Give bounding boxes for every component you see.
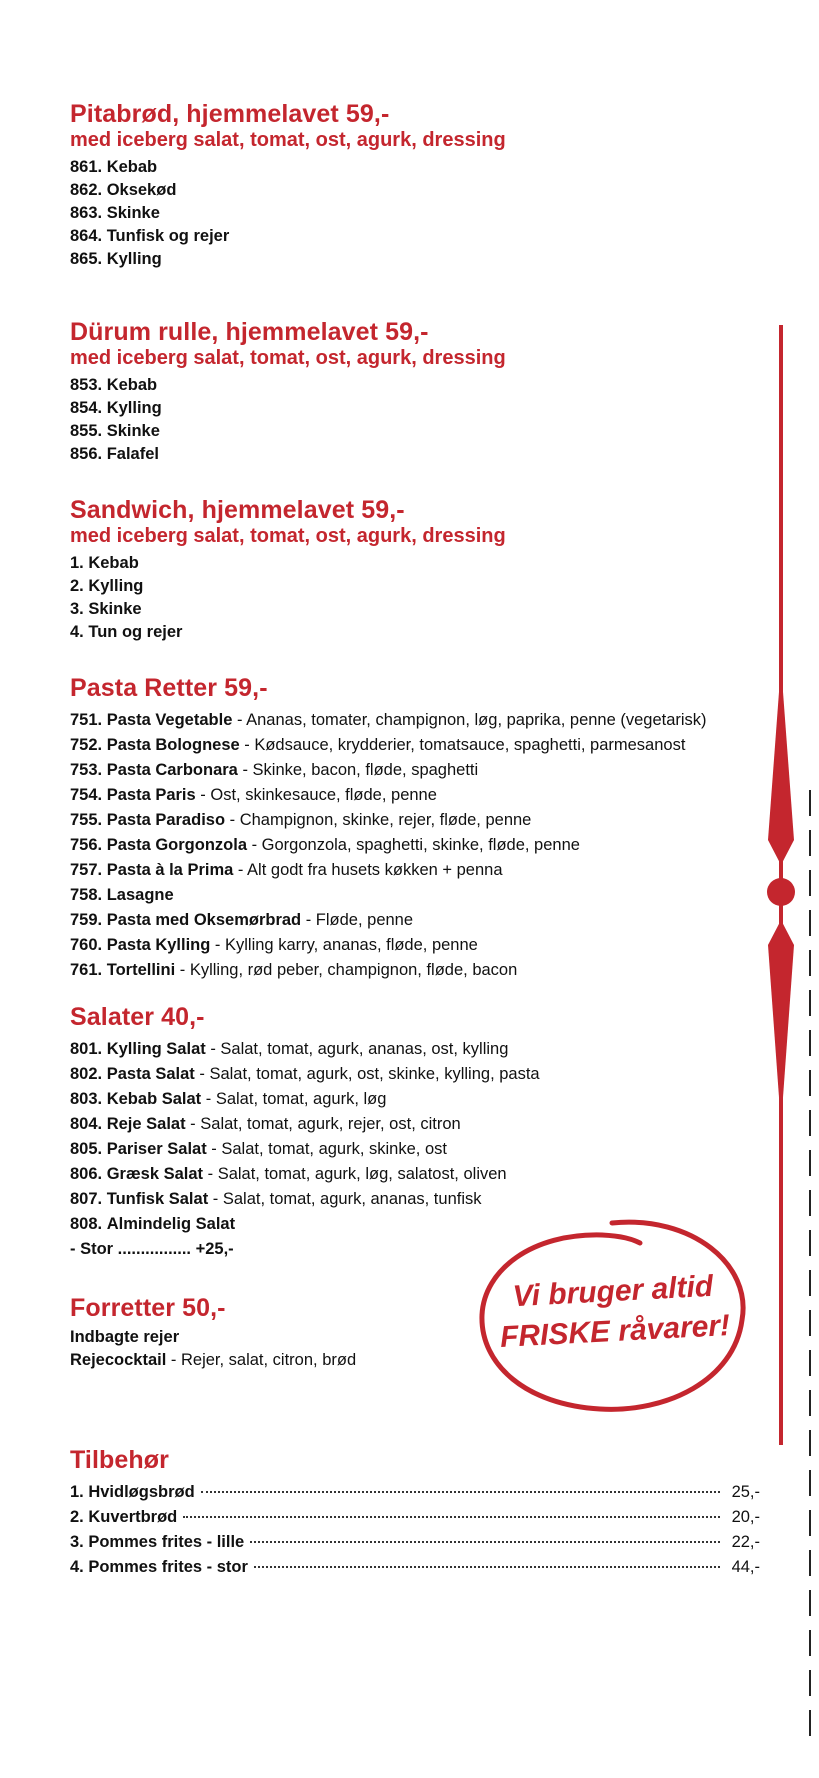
list-item: 761. Tortellini - Kylling, rød peber, champignon, fløde, bacon (70, 961, 518, 979)
list-item: 758. Lasagne (70, 886, 174, 904)
section-pasta (70, 674, 707, 983)
dot-leader (183, 1516, 720, 1518)
list-item: 856. Falafel (70, 445, 159, 463)
section-subheading: med iceberg salat, tomat, ost, agurk, dressing (70, 347, 506, 369)
list-item: 864. Tunfisk og rejer (70, 227, 230, 245)
section-heading: Forretter 50,- (70, 1294, 226, 1322)
list-item: 802. Pasta Salat - Salat, tomat, agurk, ost, skinke, kylling, pasta (70, 1065, 540, 1083)
list-item: 1. Kebab (70, 554, 139, 572)
list-item: 805. Pariser Salat - Salat, tomat, agurk, skinke, ost (70, 1140, 447, 1158)
page-edge-ticks (809, 790, 813, 1750)
list-item: 801. Kylling Salat - Salat, tomat, agurk, ananas, ost, kylling (70, 1040, 509, 1058)
list-item: 806. Græsk Salat - Salat, tomat, agurk, løg, salatost, oliven (70, 1165, 507, 1183)
list-item: 760. Pasta Kylling - Kylling karry, ananas, fløde, penne (70, 936, 478, 954)
section-sandwich (70, 496, 506, 644)
list-item: 862. Oksekød (70, 181, 177, 199)
section-heading: Pitabrød, hjemmelavet 59,- (70, 100, 390, 128)
price-row: 1. Hvidløgsbrød 25,- (70, 1483, 760, 1501)
badge-text: Vi bruger altid FRISKE råvarer! (499, 1269, 731, 1354)
dot-leader (201, 1491, 720, 1493)
list-item: 751. Pasta Vegetable - Ananas, tomater, champignon, løg, paprika, penne (vegetarisk) (70, 711, 707, 729)
item-list (70, 1037, 540, 1262)
list-item: 865. Kylling (70, 250, 162, 268)
list-item: 861. Kebab (70, 158, 158, 176)
section-forretter (70, 1294, 356, 1372)
list-item: Indbagte rejer (70, 1328, 180, 1346)
list-item: 755. Pasta Paradiso - Champignon, skinke, rejer, fløde, penne (70, 811, 532, 829)
section-salater (70, 1003, 540, 1262)
list-item: 853. Kebab (70, 376, 158, 394)
list-item-extra: - Stor ................ +25,- (70, 1240, 234, 1258)
section-heading: Dürum rulle, hjemmelavet 59,- (70, 318, 429, 346)
price-row: 2. Kuvertbrød 20,- (70, 1508, 760, 1526)
section-heading: Pasta Retter 59,- (70, 674, 268, 702)
list-item: 756. Pasta Gorgonzola - Gorgonzola, spaghetti, skinke, fløde, penne (70, 836, 580, 854)
list-item: 2. Kylling (70, 577, 144, 595)
section-subheading: med iceberg salat, tomat, ost, agurk, dressing (70, 129, 506, 151)
list-item: 759. Pasta med Oksemørbrad - Fløde, penne (70, 911, 414, 929)
list-item: 807. Tunfisk Salat - Salat, tomat, agurk, ananas, tunfisk (70, 1190, 482, 1208)
section-tilbehor (70, 1446, 760, 1580)
section-subheading: med iceberg salat, tomat, ost, agurk, dressing (70, 525, 506, 547)
list-item: 753. Pasta Carbonara - Skinke, bacon, fløde, spaghetti (70, 761, 479, 779)
dot-leader (250, 1541, 720, 1543)
item-list (70, 156, 506, 271)
price-row: 4. Pommes frites - stor 44,- (70, 1558, 760, 1576)
list-item: 804. Reje Salat - Salat, tomat, agurk, rejer, ost, citron (70, 1115, 461, 1133)
item-list (70, 552, 506, 644)
list-item: Rejecocktail - Rejer, salat, citron, brød (70, 1351, 357, 1369)
list-item: 808. Almindelig Salat (70, 1215, 236, 1233)
list-item: 854. Kylling (70, 399, 162, 417)
list-item: 3. Skinke (70, 600, 142, 618)
section-pitabrod (70, 100, 506, 271)
section-durum (70, 318, 506, 466)
list-item: 803. Kebab Salat - Salat, tomat, agurk, løg (70, 1090, 387, 1108)
list-item: 757. Pasta à la Prima - Alt godt fra husets køkken + penna (70, 861, 503, 879)
item-list (70, 708, 707, 983)
section-heading: Tilbehør (70, 1446, 169, 1474)
list-item: 4. Tun og rejer (70, 623, 183, 641)
list-item: 754. Pasta Paris - Ost, skinkesauce, fløde, penne (70, 786, 437, 804)
dot-leader (254, 1566, 720, 1568)
section-heading: Sandwich, hjemmelavet 59,- (70, 496, 405, 524)
section-heading: Salater 40,- (70, 1003, 205, 1031)
list-item: 863. Skinke (70, 204, 160, 222)
list-item: 752. Pasta Bolognese - Kødsauce, krydderier, tomatsauce, spaghetti, parmesanost (70, 736, 686, 754)
decorative-divider (758, 325, 804, 1445)
list-item: 855. Skinke (70, 422, 160, 440)
item-list (70, 1326, 356, 1372)
price-row: 3. Pommes frites - lille 22,- (70, 1533, 760, 1551)
item-list (70, 374, 506, 466)
